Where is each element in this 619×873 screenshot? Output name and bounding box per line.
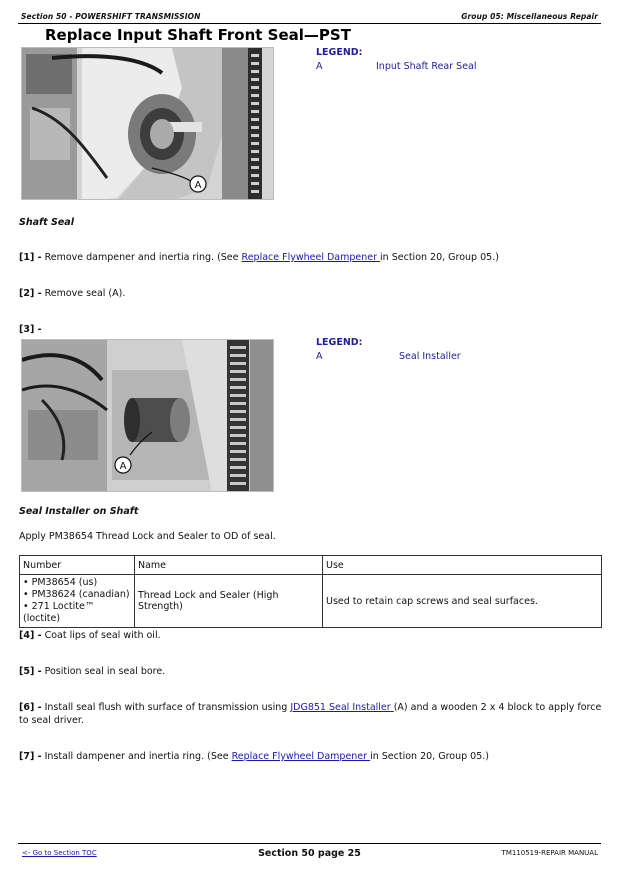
- link-jdg851-seal-installer[interactable]: JDG851 Seal Installer: [290, 702, 394, 713]
- legend1-text: Input Shaft Rear Seal: [376, 61, 477, 72]
- table-row: [20, 575, 602, 628]
- legend1-row: [316, 61, 606, 73]
- step-6-text-after: (A) and a wooden 2 x 4 block to apply force to seal driver.: [19, 702, 602, 726]
- page-title: Replace Input Shaft Front Seal—PST: [45, 26, 351, 44]
- legend1-title: LEGEND:: [316, 47, 363, 58]
- footer-divider: [18, 843, 601, 844]
- figure-input-shaft-seal-drawing: [22, 48, 274, 200]
- link-replace-flywheel-dampener-2[interactable]: Replace Flywheel Dampener: [231, 751, 371, 762]
- table-header-row: [20, 556, 602, 575]
- part-number-loctite: • 271 Loctite™ (loctite): [23, 601, 95, 624]
- legend2-row: [316, 351, 606, 363]
- step-1: [19, 251, 603, 264]
- step-4-text: Coat lips of seal with oil.: [44, 630, 161, 641]
- table-cell-name: Thread Lock and Sealer (High Strength): [135, 575, 323, 628]
- step-1-text-after: in Section 20, Group 05.): [380, 252, 499, 263]
- figure-input-shaft-seal: [21, 47, 274, 200]
- step-5-number: [5] -: [19, 666, 42, 677]
- figure-seal-installer-drawing: [22, 340, 274, 492]
- step-7-text-before: Install dampener and inertia ring. (See: [44, 751, 232, 762]
- table-cell-use: Used to retain cap screws and seal surfaces.: [323, 575, 602, 628]
- table-cell-numbers: [20, 575, 135, 628]
- step-3: [19, 323, 603, 336]
- step-2-number: [2] -: [19, 288, 42, 299]
- table-header-use: Use: [323, 556, 602, 575]
- figure2-callout: A: [119, 461, 127, 472]
- sealer-table: [19, 555, 602, 628]
- step-7-text-after: in Section 20, Group 05.): [370, 751, 489, 762]
- section-heading-shaft-seal: Shaft Seal: [19, 217, 74, 228]
- step-1-number: [1] -: [19, 252, 42, 263]
- legend-figure1: [316, 47, 606, 73]
- sealer-instruction: Apply PM38654 Thread Lock and Sealer to OD of seal.: [19, 531, 276, 542]
- header-section-label: Section 50 - POWERSHIFT TRANSMISSION: [21, 12, 201, 21]
- legend2-text: Seal Installer: [399, 351, 461, 362]
- part-number-canadian: • PM38624 (canadian): [23, 589, 130, 600]
- table-header-number: Number: [20, 556, 135, 575]
- step-4-number: [4] -: [19, 630, 42, 641]
- step-6: [19, 701, 603, 727]
- part-number-us: • PM38654 (us): [23, 577, 98, 588]
- header-divider: [18, 23, 601, 24]
- step-5-text: Position seal in seal bore.: [44, 666, 166, 677]
- step-2-text: Remove seal (A).: [44, 288, 126, 299]
- step-1-text-before: Remove dampener and inertia ring. (See: [44, 252, 242, 263]
- section-heading-seal-installer: Seal Installer on Shaft: [19, 506, 139, 517]
- section-toc-link[interactable]: <- Go to Section TOC: [22, 849, 97, 857]
- step-4: [19, 629, 603, 642]
- step-7: [19, 750, 603, 763]
- step-7-number: [7] -: [19, 751, 42, 762]
- step-6-text-before: Install seal flush with surface of transmission using: [44, 702, 291, 713]
- manual-id: TM110519-REPAIR MANUAL: [501, 849, 598, 857]
- header-group-label: Group 05: Miscellaneous Repair: [461, 12, 598, 21]
- step-6-number: [6] -: [19, 702, 42, 713]
- table-header-name: Name: [135, 556, 323, 575]
- figure-seal-installer: [21, 339, 274, 492]
- figure1-callout: A: [194, 180, 202, 191]
- legend2-letter: A: [316, 351, 323, 362]
- page-number: Section 50 page 25: [258, 848, 361, 859]
- step-3-number: [3] -: [19, 324, 42, 335]
- legend1-letter: A: [316, 61, 323, 72]
- legend2-title: LEGEND:: [316, 337, 363, 348]
- step-5: [19, 665, 603, 678]
- link-replace-flywheel-dampener[interactable]: Replace Flywheel Dampener: [241, 252, 381, 263]
- legend-figure2: [316, 337, 606, 363]
- step-2: [19, 287, 603, 300]
